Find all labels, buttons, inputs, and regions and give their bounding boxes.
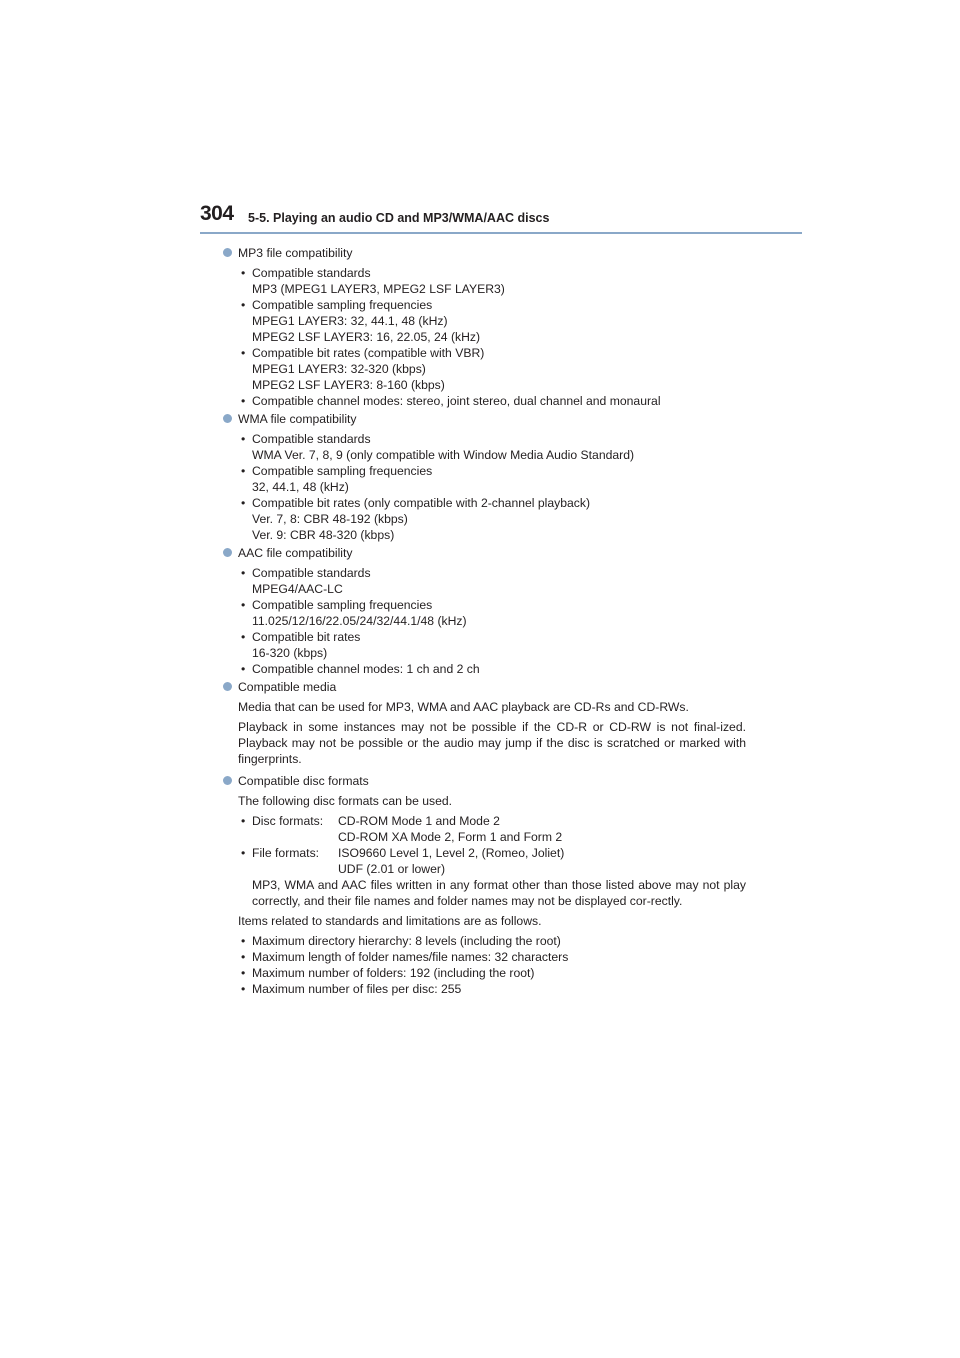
formats-heading: Compatible disc formats: [222, 773, 746, 789]
list-item-value: 16-320 (kbps): [252, 646, 328, 660]
header-rule: [200, 232, 802, 234]
list-item: • Compatible sampling frequencies: [241, 298, 433, 312]
list-item-value: MPEG1 LAYER3: 32, 44.1, 48 (kHz): [252, 314, 448, 328]
page-header: [200, 202, 802, 234]
list-item-value: CD-ROM XA Mode 2, Form 1 and Form 2: [338, 830, 563, 844]
paragraph: MP3, WMA and AAC files written in any format other than those listed above may not play correctly, and their file names and folder names may not be displayed cor-rectly.: [252, 878, 746, 908]
list-item: • File formats: ISO9660 Level 1, Level 2, (Romeo, Joliet): [241, 846, 565, 860]
list-item: • Compatible standards: [241, 266, 371, 280]
list-item: • Compatible bit rates (compatible with VBR): [241, 346, 485, 360]
list-item-value: MPEG2 LSF LAYER3: 8-160 (kbps): [252, 378, 445, 392]
list-item: • Compatible bit rates: [241, 630, 361, 644]
list-item: • Maximum directory hierarchy: 8 levels (including the root): [241, 934, 561, 948]
list-item-value: UDF (2.01 or lower): [338, 862, 446, 876]
list-item-value: MPEG4/AAC-LC: [252, 582, 343, 596]
list-item: • Maximum number of folders: 192 (including the root): [241, 966, 535, 980]
list-item-value: Ver. 9: CBR 48-320 (kbps): [252, 528, 395, 542]
list-item: • Compatible bit rates (only compatible with 2-channel playback): [241, 496, 591, 510]
list-item-value: MPEG2 LSF LAYER3: 16, 22.05, 24 (kHz): [252, 330, 481, 344]
bullet-dot-icon: [223, 776, 232, 785]
bullet-dot-icon: [223, 682, 232, 691]
paragraph: Playback in some instances may not be possible if the CD-R or CD-RW is not final-ized. Playback may not be possible or the audio may jump if the disc is scratched or marked with fingerprints.: [238, 720, 746, 766]
list-item-value: 32, 44.1, 48 (kHz): [252, 480, 349, 494]
wma-heading: WMA file compatibility: [222, 411, 746, 427]
paragraph: Items related to standards and limitations are as follows.: [238, 914, 542, 928]
list-item-value: MPEG1 LAYER3: 32-320 (kbps): [252, 362, 426, 376]
list-item: • Disc formats: CD-ROM Mode 1 and Mode 2: [241, 814, 500, 828]
list-item-value: Ver. 7, 8: CBR 48-192 (kbps): [252, 512, 408, 526]
list-item: • Maximum length of folder names/file names: 32 characters: [241, 950, 569, 964]
bullet-dot-icon: [223, 248, 232, 257]
media-heading: Compatible media: [222, 679, 746, 695]
mp3-heading: MP3 file compatibility: [222, 245, 746, 261]
paragraph: Media that can be used for MP3, WMA and AAC playback are CD-Rs and CD-RWs.: [238, 700, 689, 714]
page-number: 304: [200, 202, 234, 225]
list-item: • Compatible sampling frequencies: [241, 464, 433, 478]
list-item: • Compatible channel modes: 1 ch and 2 ch: [241, 662, 480, 676]
list-item: • Maximum number of files per disc: 255: [241, 982, 462, 996]
bullet-dot-icon: [223, 414, 232, 423]
list-item: • Compatible sampling frequencies: [241, 598, 433, 612]
list-item: • Compatible channel modes: stereo, joint stereo, dual channel and monaural: [241, 394, 661, 408]
list-item-value: 11.025/12/16/22.05/24/32/44.1/48 (kHz): [252, 614, 467, 628]
list-item: • Compatible standards: [241, 566, 371, 580]
list-item-value: WMA Ver. 7, 8, 9 (only compatible with Window Media Audio Standard): [252, 448, 635, 462]
aac-heading: AAC file compatibility: [222, 545, 746, 561]
page-content: [222, 243, 746, 997]
bullet-dot-icon: [223, 548, 232, 557]
list-item-value: MP3 (MPEG1 LAYER3, MPEG2 LSF LAYER3): [252, 282, 505, 296]
list-item: • Compatible standards: [241, 432, 371, 446]
section-title: 5-5. Playing an audio CD and MP3/WMA/AAC discs: [248, 211, 550, 225]
paragraph: The following disc formats can be used.: [238, 794, 453, 808]
